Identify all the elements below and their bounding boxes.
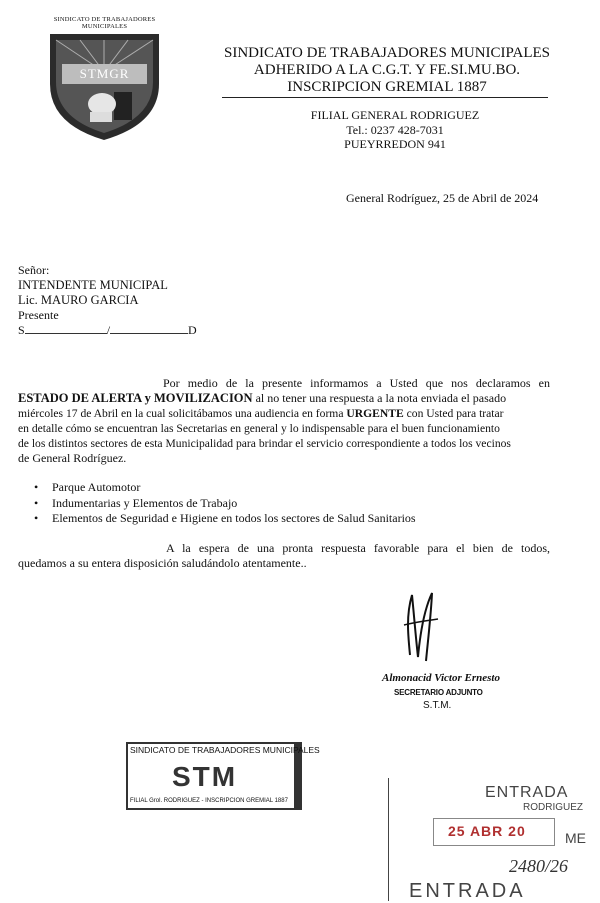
- phone-number: Tel.: 0237 428-7031: [346, 122, 444, 137]
- entrada-date: 25 ABR 20: [448, 823, 526, 839]
- p2-line-2: quedamos a su entera disposición saludándolo atentamente..: [18, 556, 307, 570]
- list-item: • Elementos de Seguridad e Higiene en todos los sectores de Salud Sanitarios: [34, 511, 534, 527]
- letter-date: General Rodríguez, 25 de Abril de 2024: [346, 191, 539, 205]
- sd-line: [18, 323, 318, 338]
- signature-org: S.T.M.: [423, 700, 452, 711]
- entrada-number: 2480/26: [509, 856, 569, 876]
- entrada-stamp-bottom: ENTRADA: [409, 880, 526, 902]
- p1-bold-alert: ESTADO DE ALERTA y MOVILIZACION: [18, 391, 253, 405]
- p1-line-1: [18, 376, 550, 391]
- letterhead-divider: [222, 97, 548, 98]
- letterhead-line-1: SINDICATO DE TRABAJADORES MUNICIPALES: [223, 45, 550, 61]
- sd-blank-1: [25, 323, 107, 334]
- signature-role: SECRETARIO ADJUNTO: [394, 688, 483, 697]
- p1-line-4: en detalle cómo se encuentran las Secretarias en general y lo indispensable para el buen funcionamiento: [18, 422, 500, 435]
- sd-s: S: [18, 323, 25, 337]
- handwritten-signature: [398, 585, 448, 665]
- body-paragraph-2: [18, 541, 550, 571]
- p1-urgente: URGENTE: [346, 407, 404, 420]
- p2-line-1: [18, 541, 550, 556]
- salutation: Señor:: [18, 263, 50, 277]
- recipient-name: Lic. MAURO GARCIA: [18, 293, 139, 307]
- logo-arc-text: SINDICATO DE TRABAJADORES MUNICIPALES: [53, 16, 156, 30]
- union-stamp-top: SINDICATO DE TRABAJADORES MUNICIPALES: [130, 745, 320, 755]
- list-item: • Indumentarias y Elementos de Trabajo: [34, 496, 534, 512]
- list-item: • Parque Automotor: [34, 480, 534, 496]
- union-stamp: [126, 742, 320, 810]
- presente: Presente: [18, 308, 59, 322]
- letterhead-contact: [280, 108, 510, 152]
- p1-line-2: [18, 391, 550, 406]
- entrada-stamp-sub: RODRIGUEZ: [523, 802, 583, 813]
- letterhead-title: [212, 45, 562, 96]
- body-paragraph-1: [18, 376, 550, 466]
- p1-rest-1: al no tener una respuesta a la nota enviada el pasado: [255, 391, 507, 405]
- p1-line-3a: miércoles 17 de Abril en la cual solicitábamos una audiencia en forma: [18, 407, 344, 420]
- branch-address: PUEYRREDON 941: [344, 137, 446, 151]
- entrada-me: ME: [565, 830, 586, 846]
- branch-name: FILIAL GENERAL RODRIGUEZ: [310, 108, 480, 122]
- recipient-title: INTENDENTE MUNICIPAL: [18, 278, 168, 292]
- p1-intro: Por medio de la presente informamos a Usted que nos declaramos en: [163, 376, 550, 390]
- sd-d: D: [188, 323, 197, 337]
- p2-line-1-text: A la espera de una pronta respuesta favorable para el bien de todos,: [166, 541, 550, 555]
- entrada-stamp-title: ENTRADA: [485, 784, 569, 801]
- p1-line-3: [18, 406, 550, 421]
- entrada-stamp: [388, 778, 589, 901]
- letterhead-line-3: INSCRIPCION GREMIAL 1887: [287, 79, 487, 95]
- entrada-date-box: [433, 818, 555, 846]
- union-logo: [42, 12, 167, 144]
- signature-name: Almonacid Victor Ernesto: [382, 672, 500, 684]
- p1-line-3b: con Usted para tratar: [406, 407, 504, 420]
- p1-line-6: de General Rodríguez.: [18, 451, 127, 465]
- p1-line-5: de los distintos sectores de esta Municipalidad para brindar el servicio correspondiente a todos los vecinos: [18, 437, 511, 450]
- sd-slash: /: [106, 323, 111, 337]
- logo-banner-text: STMGR: [79, 66, 130, 81]
- requirements-list: [34, 480, 534, 527]
- union-stamp-mark: STM: [172, 761, 238, 792]
- sd-blank-2: [110, 323, 188, 334]
- recipient-block: [18, 263, 318, 338]
- union-stamp-bottom: FILIAL Grol. RODRIGUEZ - INSCRIPCION GREMIAL 1887: [130, 798, 288, 804]
- letterhead-line-2: ADHERIDO A LA C.G.T. Y FE.SI.MU.BO.: [253, 62, 521, 78]
